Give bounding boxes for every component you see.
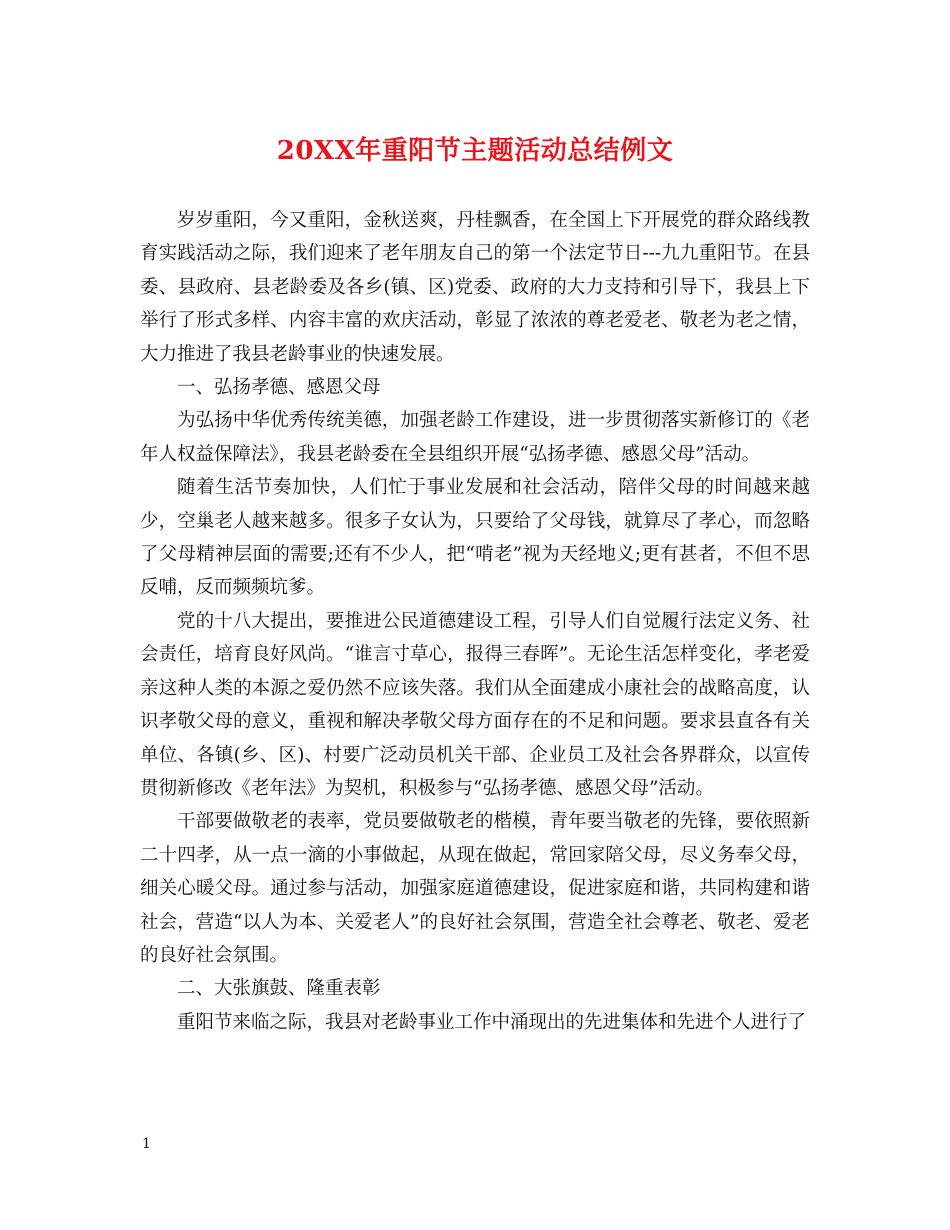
- paragraph-2: 随着生活节奏加快，人们忙于事业发展和社会活动，陪伴父母的时间越来越少，空巢老人越来越多。很多子女认为，只要给了父母钱，就算尽了孝心，而忽略了父母精神层面的需要;还有不少人，把“啃老”视为天经地义;更有甚者，不但不思反哺，反而频频坑爹。: [140, 477, 810, 599]
- document-title: 20XX年重阳节主题活动总结例文: [276, 136, 674, 166]
- document-body: [140, 204, 810, 1039]
- paragraph-1: 为弘扬中华优秀传统美德，加强老龄工作建设，进一步贯彻落实新修订的《老年人权益保障法》，我县老龄委在全县组织开展“弘扬孝德、感恩父母”活动。: [140, 410, 810, 465]
- paragraph-3: 党的十八大提出，要推进公民道德建设工程，引导人们自觉履行法定义务、社会责任，培育良好风尚。“谁言寸草心，报得三春晖”。无论生活怎样变化，孝老爱亲这种人类的本源之爱仍然不应该失落。我们从全面建成小康社会的战略高度，认识孝敬父母的意义，重视和解决孝敬父母方面存在的不足和问题。要求县直各有关单位、各镇(乡、区)、村要广泛动员机关干部、企业员工及社会各界群众，以宣传贯彻新修改《老年法》为契机，积极参与“弘扬孝德、感恩父母”活动。: [140, 610, 810, 799]
- section-heading-1: 一、弘扬孝德、感恩父母: [177, 377, 381, 399]
- paragraph-4: 干部要做敬老的表率，党员要做敬老的楷模，青年要当敬老的先锋，要依照新二十四孝，从一点一滴的小事做起，从现在做起，常回家陪父母，尽义务奉父母，细关心暖父母。通过参与活动，加强家庭道德建设，促进家庭和谐，共同构建和谐社会，营造“以人为本、关爱老人”的良好社会氛围，营造全社会尊老、敬老、爱老的良好社会氛围。: [140, 811, 810, 966]
- paragraph-5: 重阳节来临之际，我县对老龄事业工作中涌现出的先进集体和先进个人进行了: [177, 1011, 807, 1033]
- paragraph-intro: 岁岁重阳，今又重阳，金秋送爽，丹桂飘香，在全国上下开展党的群众路线教育实践活动之际，我们迎来了老年朋友自己的第一个法定节日---九九重阳节。在县委、县政府、县老龄委及各乡(镇、区)党委、政府的大力支持和引导下，我县上下举行了形式多样、内容丰富的欢庆活动，彰显了浓浓的尊老爱老、敬老为老之情，大力推进了我县老龄事业的快速发展。: [140, 210, 810, 365]
- section-heading-2: 二、大张旗鼓、隆重表彰: [177, 978, 381, 1000]
- page-number: 1: [142, 1136, 151, 1152]
